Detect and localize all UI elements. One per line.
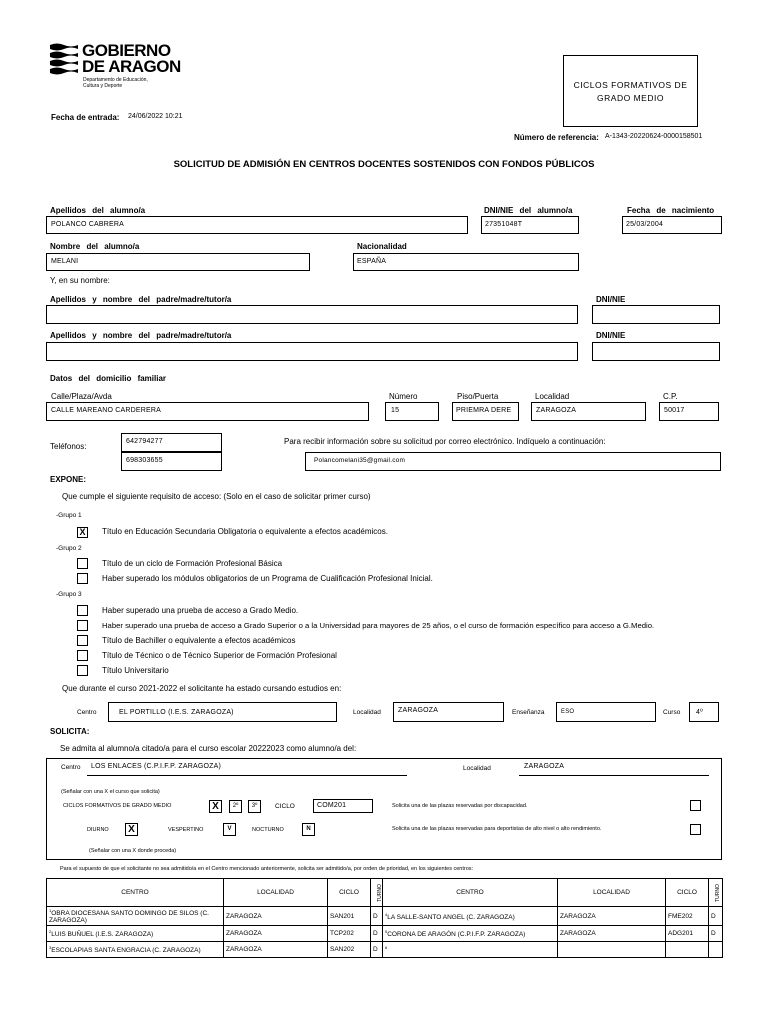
g2-opt1-label: Título de un ciclo de Formación Profesional Básica [102, 559, 283, 568]
floor-field[interactable] [452, 402, 519, 421]
pref-ciclo: SAN201 [328, 907, 371, 926]
email-value: Polancomelani35@gmail.com [314, 457, 406, 464]
pref-localidad: ZARAGOZA [558, 926, 666, 942]
reserved-disability-checkbox[interactable] [690, 800, 701, 811]
preferences-table [46, 878, 723, 958]
pref-centro-text: CORONA DE ARAGÓN (C.P.I.F.P. ZARAGOZA) [387, 931, 526, 939]
diurno-checkbox[interactable]: X [125, 823, 138, 836]
locality-label: Localidad [535, 392, 570, 401]
schedule-note: (Señalar con una X donde proceda) [89, 848, 177, 854]
pref-number: 3 [49, 945, 52, 951]
email-prompt: Para recibir información sobre su solicitud por correo electrónico. Indíquelo a continuación: [284, 437, 606, 446]
phones-label: Teléfonos: [50, 442, 87, 451]
pref-ciclo: TCP202 [328, 926, 371, 942]
entry-date-label: Fecha de entrada: [51, 113, 120, 122]
col-header-turno-text: TURNO [376, 884, 383, 902]
course3-checkbox[interactable]: 3º [248, 800, 261, 813]
reserved-sport-label: Solicita una de las plazas reservadas para deportistas de alto nivel o alto rendimiento. [392, 826, 602, 832]
nationality-value: ESPAÑA [357, 258, 387, 265]
prev-curso-label: Curso [663, 709, 681, 716]
department-line1: Departamento de Educación, [83, 77, 148, 83]
pref-centro [383, 942, 558, 958]
address-section-label: Datos del domicilio familiar [50, 374, 167, 383]
pref-localidad: ZARAGOZA [224, 926, 328, 942]
pref-ciclo [666, 942, 709, 958]
guardian1-field[interactable] [46, 305, 578, 324]
phone2-value: 698303655 [126, 457, 163, 464]
pref-centro-text: ESCOLAPIAS SANTA ENGRACIA (C. ZARAGOZA) [51, 947, 201, 955]
vespertino-label: VESPERTINO [168, 827, 204, 833]
ciclo-field[interactable] [313, 799, 373, 813]
guardian2-field[interactable] [46, 342, 578, 361]
nocturno-label: NOCTURNO [252, 827, 284, 833]
prev-centro-label: Centro [77, 709, 97, 716]
col-header-localidad-2: LOCALIDAD [558, 879, 666, 907]
pref-turno: D [709, 907, 723, 926]
diurno-label: DIURNO [87, 827, 109, 833]
pref-centro [383, 926, 558, 942]
guardian1-dni-label: DNI/NIE [596, 295, 626, 304]
g3-opt2-label: Haber superado una prueba de acceso a Grado Superior o a la Universidad para mayores de 25 años, o el curso de formación específico para acceso a G.Medio. [102, 621, 655, 630]
reserved-disability-label: Solicita una de las plazas reservadas por discapacidad. [392, 803, 528, 809]
phone1-field[interactable] [121, 433, 222, 452]
floor-value: PRIEMRA DERE [456, 407, 512, 414]
nationality-field[interactable] [353, 253, 579, 271]
preferences-intro: Para el supuesto de que el solicitante no sea admitido/a en el Centro mencionado anteriormente, solicita ser admitido/a, por orden de prioridad, en los siguientes centros: [60, 866, 474, 872]
department-line2: Cultura y Deporte [83, 83, 123, 89]
page-title: SOLICITUD DE ADMISIÓN EN CENTROS DOCENTES SOSTENIDOS CON FONDOS PÚBLICOS [173, 159, 595, 170]
dni-field[interactable] [481, 216, 579, 234]
pref-localidad: ZARAGOZA [558, 907, 666, 926]
cp-field[interactable] [659, 402, 719, 421]
logo-line2: DE ARAGON [82, 57, 181, 76]
solicita-box [46, 758, 722, 860]
g2-opt1-checkbox[interactable] [77, 558, 88, 569]
g3-opt3-label: Título de Bachiller o equivalente a efectos académicos [102, 636, 296, 645]
guardian1-label: Apellidos y nombre del padre/madre/tutor/a [50, 295, 232, 304]
g3-opt5-checkbox[interactable] [77, 665, 88, 676]
floor-label: Piso/Puerta [457, 392, 499, 401]
target-centro-underline [87, 775, 407, 776]
number-label: Número [389, 392, 418, 401]
g3-opt2-checkbox[interactable] [77, 620, 88, 631]
pref-centro [383, 907, 558, 926]
prev-localidad-field[interactable] [393, 702, 504, 722]
g3-opt1-checkbox[interactable] [77, 605, 88, 616]
reference-value: A-1343-20220624-0000158501 [605, 133, 703, 140]
studying-label: Que durante el curso 2021-2022 el solicitante ha estado cursando estudios en: [62, 684, 342, 693]
table-row [47, 907, 723, 926]
birth-field[interactable] [622, 216, 722, 234]
surnames-value: POLANCO CABRERA [51, 221, 125, 228]
surnames-field[interactable] [46, 216, 468, 234]
pref-number: 6 [385, 945, 388, 951]
dni-value: 27351048T [485, 221, 523, 228]
street-label: Calle/Plaza/Avda [51, 392, 112, 401]
g3-opt1-label: Haber superado una prueba de acceso a Grado Medio. [102, 606, 299, 615]
mark-note: (Señalar con una X el curso que solicita) [61, 789, 160, 795]
pref-turno [709, 942, 723, 958]
prev-centro-field[interactable] [108, 702, 337, 722]
guardian2-label: Apellidos y nombre del padre/madre/tutor/a [50, 331, 232, 340]
guardian1-dni-field[interactable] [592, 305, 720, 324]
g3-opt3-checkbox[interactable] [77, 635, 88, 646]
prev-centro-value: EL PORTILLO (I.E.S. ZARAGOZA) [119, 709, 234, 716]
preferences-header-row [47, 879, 723, 907]
pref-turno: D [371, 942, 383, 958]
g2-opt2-checkbox[interactable] [77, 573, 88, 584]
locality-value: ZARAGOZA [536, 407, 577, 414]
g3-opt5-label: Título Universitario [102, 666, 169, 675]
surnames-label: Apellidos del alumno/a [50, 206, 146, 215]
name-value: MELANI [51, 258, 79, 265]
ciclo-label: CICLO [275, 803, 295, 810]
pref-centro [47, 907, 224, 926]
pref-number: 1 [49, 908, 52, 913]
program-box [563, 55, 698, 127]
group2-label: -Grupo 2 [56, 545, 82, 552]
pref-centro-text: OBRA DIOCESANA SANTO DOMINGO DE SILOS (C. ZARAGOZA) [49, 910, 209, 925]
reference-label: Número de referencia: [514, 133, 599, 142]
pref-localidad [558, 942, 666, 958]
nocturno-checkbox[interactable]: N [302, 823, 315, 836]
guardian2-dni-label: DNI/NIE [596, 331, 626, 340]
aragon-flag-icon [48, 42, 80, 76]
prev-localidad-value: ZARAGOZA [398, 707, 439, 714]
reserved-sport-checkbox[interactable] [690, 824, 701, 835]
table-row [47, 942, 723, 958]
col-header-centro: CENTRO [47, 879, 224, 907]
vespertino-checkbox[interactable]: V [223, 823, 236, 836]
street-field[interactable] [46, 402, 369, 421]
phone2-field[interactable] [121, 452, 222, 471]
target-localidad-label: Localidad [463, 765, 491, 772]
col-header-turno-2-text: TURNO [714, 884, 721, 902]
level-label: CICLOS FORMATIVOS DE GRADO MEDIO [63, 803, 172, 809]
g2-opt2-label: Haber superado los módulos obligatorios de un Programa de Cualificación Profesional Inicial. [102, 574, 433, 583]
g3-opt4-checkbox[interactable] [77, 650, 88, 661]
group1-label: -Grupo 1 [56, 512, 82, 519]
course2-checkbox[interactable]: 2º [229, 800, 242, 813]
pref-ciclo: ADG201 [666, 926, 709, 942]
col-header-localidad: LOCALIDAD [224, 879, 328, 907]
logo [48, 42, 198, 97]
pref-centro [47, 942, 224, 958]
birth-value: 25/03/2004 [626, 221, 664, 228]
target-centro-value: LOS ENLACES (C.P.I.F.P. ZARAGOZA) [91, 763, 222, 770]
prev-localidad-label: Localidad [353, 709, 381, 716]
prev-curso-value: 4º [696, 709, 703, 716]
pref-localidad: ZARAGOZA [224, 942, 328, 958]
entry-date-value: 24/06/2022 10:21 [128, 113, 183, 120]
dni-label: DNI/NIE del alumno/a [484, 206, 573, 215]
pref-ciclo: SAN202 [328, 942, 371, 958]
pref-number: 5 [385, 929, 388, 935]
pref-number: 4 [385, 911, 388, 917]
cp-value: 50017 [664, 407, 685, 414]
col-header-turno [371, 879, 383, 907]
prev-curso-field[interactable] [689, 702, 719, 722]
target-localidad-underline [519, 775, 709, 776]
pref-turno: D [709, 926, 723, 942]
pref-turno: D [371, 907, 383, 926]
locality-field[interactable] [531, 402, 646, 421]
name-field[interactable] [46, 253, 310, 271]
group3-label: -Grupo 3 [56, 591, 82, 598]
expone-intro: Que cumple el siguiente requisito de acceso: (Solo en el caso de solicitar primer curso) [62, 492, 371, 501]
guardians-intro: Y, en su nombre: [50, 276, 110, 285]
name-label: Nombre del alumno/a [50, 242, 140, 251]
phone1-value: 642794277 [126, 438, 163, 445]
nationality-label: Nacionalidad [357, 242, 407, 251]
cp-label: C.P. [663, 392, 678, 401]
pref-localidad: ZARAGOZA [224, 907, 328, 926]
pref-centro [47, 926, 224, 942]
target-localidad-value: ZARAGOZA [524, 763, 565, 770]
table-row [47, 926, 723, 942]
g1-opt1-label: Título en Educación Secundaria Obligatoria o equivalente a efectos académicos. [102, 527, 388, 536]
g1-opt1-checkbox[interactable]: X [77, 527, 88, 538]
guardian2-dni-field[interactable] [592, 342, 720, 361]
prev-ensenanza-label: Enseñanza [512, 709, 545, 716]
prev-ensenanza-value: ESO [561, 709, 575, 715]
col-header-turno-2 [709, 879, 723, 907]
ciclo-value: COM201 [317, 802, 347, 809]
email-field[interactable] [305, 452, 721, 471]
number-value: 15 [391, 407, 400, 414]
col-header-ciclo-2: CICLO [666, 879, 709, 907]
program-line1: CICLOS FORMATIVOS DE [573, 80, 688, 90]
prev-ensenanza-field[interactable] [556, 702, 656, 722]
logo-line1: GOBIERNO [82, 41, 171, 60]
g3-opt4-label: Título de Técnico o de Técnico Superior de Formación Profesional [102, 651, 337, 660]
pref-turno: D [371, 926, 383, 942]
col-header-centro-2: CENTRO [383, 879, 558, 907]
birth-label: Fecha de nacimiento [627, 206, 715, 215]
pref-centro-text: LUIS BUÑUEL (I.E.S. ZARAGOZA) [51, 931, 154, 939]
expone-heading: EXPONE: [50, 475, 87, 484]
number-field[interactable] [385, 402, 439, 421]
pref-ciclo: FME202 [666, 907, 709, 926]
target-centro-label: Centro [61, 764, 81, 771]
solicita-heading: SOLICITA: [50, 727, 90, 736]
solicita-intro: Se admita al alumno/a citado/a para el curso escolar 20222023 como alumno/a del: [60, 744, 357, 753]
pref-number: 2 [49, 929, 52, 935]
col-header-ciclo: CICLO [328, 879, 371, 907]
street-value: CALLE MAREANO CARDERERA [51, 407, 162, 414]
course1-checkbox[interactable]: X [209, 800, 222, 813]
pref-centro-text: LA SALLE-SANTO ANGEL (C. ZARAGOZA) [387, 913, 515, 921]
program-line2: GRADO MEDIO [597, 93, 664, 103]
